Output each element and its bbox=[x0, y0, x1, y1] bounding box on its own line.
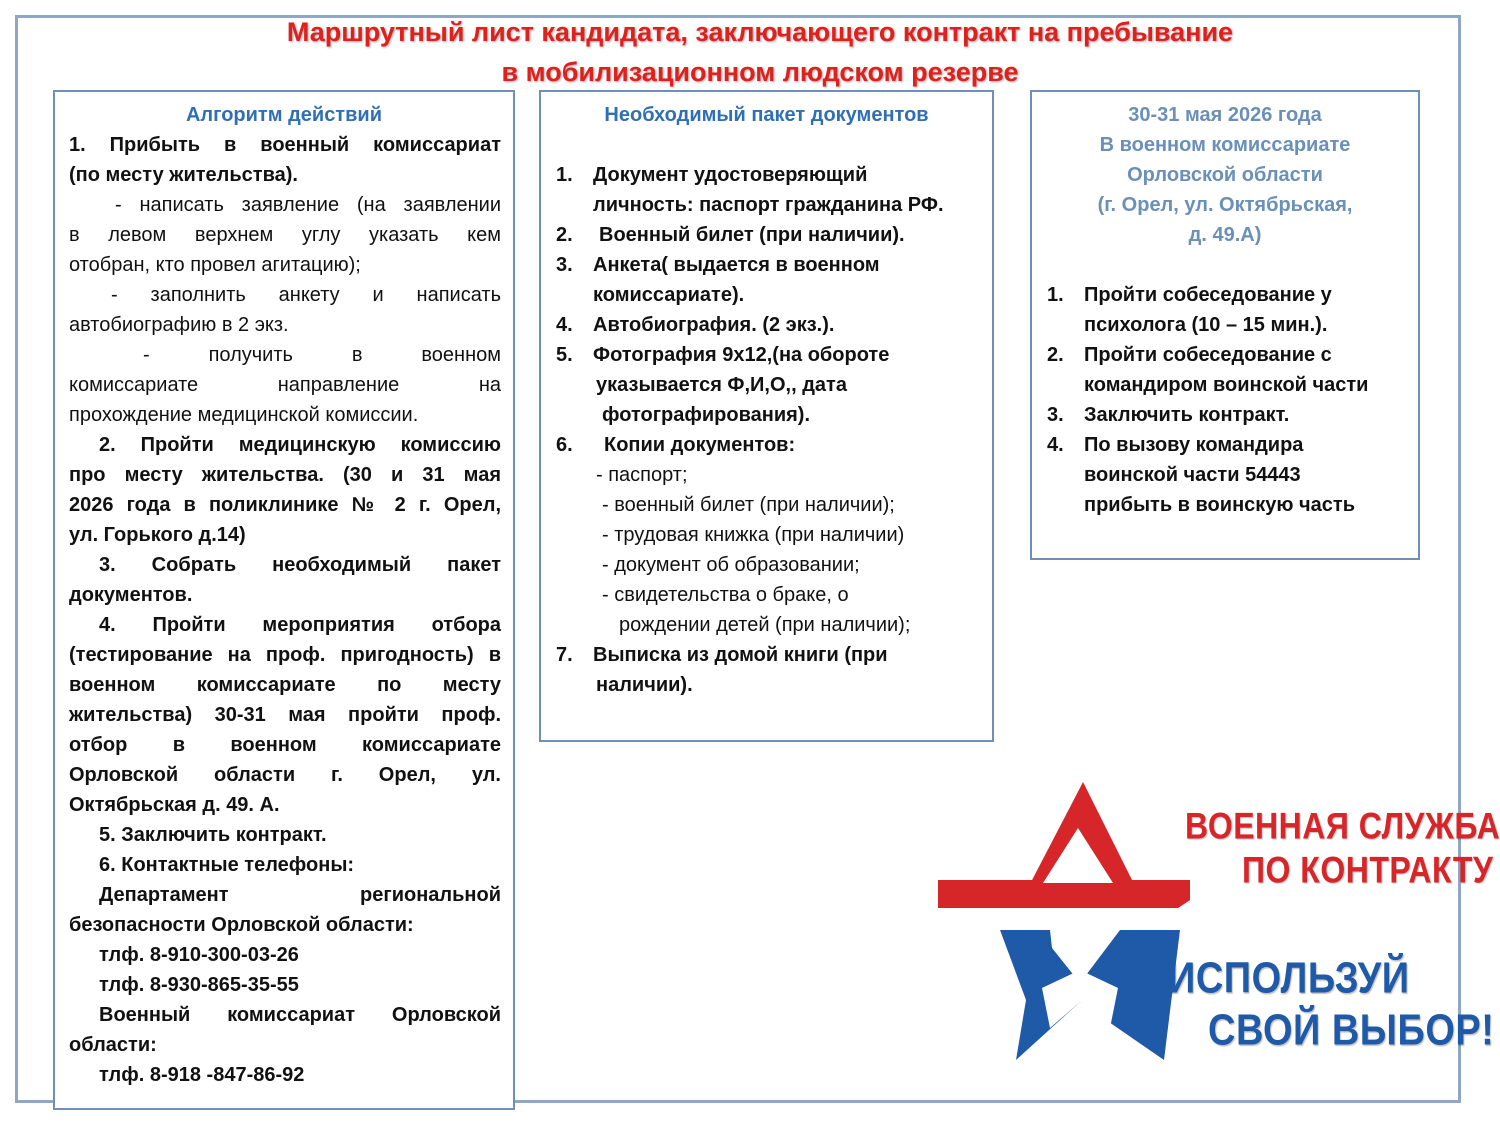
algorithm-line: 4. Пройти мероприятия отбора bbox=[99, 614, 501, 636]
algorithm-line: 2. Пройти медицинскую комиссию bbox=[99, 434, 501, 456]
algorithm-line: документов. bbox=[69, 584, 193, 606]
title-line-2: в мобилизационном людском резерве bbox=[501, 57, 1019, 87]
algorithm-line: 6. Контактные телефоны: bbox=[99, 854, 355, 876]
documents-line: Выписка из домой книги (при bbox=[593, 644, 888, 666]
algorithm-line: отобран, кто провел агитацию); bbox=[69, 254, 361, 276]
algorithm-line: 1. Прибыть в военный комиссариат bbox=[69, 134, 501, 156]
algorithm-line: - заполнить анкету и написать bbox=[111, 284, 501, 306]
documents-line: рождении детей (при наличии); bbox=[619, 614, 911, 636]
documents-line: указывается Ф,И,О,, дата bbox=[596, 374, 847, 396]
algorithm-line: в левом верхнем углу указать кем bbox=[69, 224, 501, 246]
star-logo-icon bbox=[930, 780, 1190, 1070]
list-number: 5. bbox=[556, 344, 573, 366]
logo-text-line1: ВОЕННАЯ СЛУЖБА bbox=[1185, 805, 1500, 847]
documents-line: Военный билет (при наличии). bbox=[599, 224, 905, 246]
list-number: 1. bbox=[556, 164, 573, 186]
documents-line: фотографирования). bbox=[602, 404, 811, 426]
algorithm-line: комиссариате направление на bbox=[69, 374, 501, 396]
list-number: 2. bbox=[1047, 344, 1064, 366]
documents-line: личность: паспорт гражданина РФ. bbox=[593, 194, 944, 216]
page-title bbox=[60, 12, 1460, 92]
algorithm-line: автобиографию в 2 экз. bbox=[69, 314, 289, 336]
documents-line: Документ удостоверяющий bbox=[593, 164, 868, 186]
documents-line: - документ об образовании; bbox=[602, 554, 860, 576]
algorithm-line: 5. Заключить контракт. bbox=[99, 824, 327, 846]
schedule-line: психолога (10 – 15 мин.). bbox=[1084, 314, 1328, 336]
schedule-heading-line: 30-31 мая 2026 года bbox=[1128, 104, 1322, 126]
algorithm-line: - написать заявление (на заявлении bbox=[115, 194, 501, 216]
algorithm-heading: Алгоритм действий bbox=[185, 104, 382, 126]
list-number: 4. bbox=[556, 314, 573, 336]
schedule-line: Заключить контракт. bbox=[1084, 404, 1290, 426]
algorithm-line: области: bbox=[69, 1034, 157, 1056]
logo-text-line2: ПО КОНТРАКТУ bbox=[1242, 849, 1494, 891]
documents-line: Автобиография. (2 экз.). bbox=[593, 314, 835, 336]
logo-text-line4: СВОЙ ВЫБОР! bbox=[1208, 1006, 1495, 1056]
documents-line: - паспорт; bbox=[596, 464, 688, 486]
schedule-heading bbox=[1032, 100, 1418, 250]
schedule-heading-line: (г. Орел, ул. Октябрьская, bbox=[1097, 194, 1353, 216]
algorithm-line: - получить в военном bbox=[143, 344, 501, 366]
list-number: 2. bbox=[556, 224, 573, 246]
algorithm-line: прохождение медицинской комиссии. bbox=[69, 404, 419, 426]
algorithm-line: (тестирование на проф. пригодность) в bbox=[69, 644, 501, 666]
algorithm-line: Октябрьская д. 49. А. bbox=[69, 794, 280, 816]
star-top-red bbox=[938, 782, 1190, 908]
list-number: 7. bbox=[556, 644, 573, 666]
schedule-heading-line: В военном комиссариате bbox=[1099, 134, 1351, 156]
schedule-line: командиром воинской части bbox=[1084, 374, 1369, 396]
documents-line: - военный билет (при наличии); bbox=[602, 494, 895, 516]
list-number: 4. bbox=[1047, 434, 1064, 456]
list-number: 6. bbox=[556, 434, 573, 456]
algorithm-line: отбор в военном комиссариате bbox=[69, 734, 501, 756]
documents-line: - трудовая книжка (при наличии) bbox=[602, 524, 905, 546]
documents-line: Копии документов: bbox=[604, 434, 796, 456]
documents-line: комиссариате). bbox=[593, 284, 745, 306]
algorithm-panel bbox=[53, 90, 515, 1110]
documents-heading: Необходимый пакет документов bbox=[604, 104, 929, 126]
list-number: 3. bbox=[1047, 404, 1064, 426]
schedule-line: По вызову командира bbox=[1084, 434, 1304, 456]
algorithm-line: ул. Горького д.14) bbox=[69, 524, 246, 546]
algorithm-line: про месту жительства. (30 и 31 мая bbox=[69, 464, 501, 486]
title-line-1: Маршрутный лист кандидата, заключающего контракт на пребывание bbox=[286, 17, 1234, 47]
algorithm-line: 2026 года в поликлинике № 2 г. Орел, bbox=[69, 494, 501, 516]
algorithm-line: безопасности Орловской области: bbox=[69, 914, 414, 936]
schedule-line: воинской части 54443 bbox=[1084, 464, 1301, 486]
phone-number: тлф. 8-918 -847-86-92 bbox=[99, 1064, 305, 1086]
algorithm-line: (по месту жительства). bbox=[69, 164, 298, 186]
schedule-line: Пройти собеседование с bbox=[1084, 344, 1332, 366]
logo-text-line3: ИСПОЛЬЗУЙ bbox=[1168, 954, 1410, 1004]
schedule-heading-line: Орловской области bbox=[1127, 164, 1323, 186]
schedule-line: Пройти собеседование у bbox=[1084, 284, 1332, 306]
documents-line: Анкета( выдается в военном bbox=[593, 254, 880, 276]
algorithm-line: военном комиссариате по месту bbox=[69, 674, 501, 696]
algorithm-line: Департамент региональной bbox=[99, 884, 501, 906]
documents-line: - свидетельства о браке, о bbox=[602, 584, 849, 606]
documents-panel bbox=[539, 90, 994, 742]
algorithm-line: Военный комиссариат Орловской bbox=[99, 1004, 501, 1026]
list-number: 3. bbox=[556, 254, 573, 276]
list-number: 1. bbox=[1047, 284, 1064, 306]
schedule-panel bbox=[1030, 90, 1420, 560]
documents-line: Фотография 9х12,(на обороте bbox=[593, 344, 890, 366]
algorithm-line: 3. Собрать необходимый пакет bbox=[99, 554, 501, 576]
phone-number: тлф. 8-930-865-35-55 bbox=[99, 974, 299, 996]
algorithm-line: Орловской области г. Орел, ул. bbox=[69, 764, 501, 786]
documents-line: наличии). bbox=[596, 674, 693, 696]
schedule-line: прибыть в воинскую часть bbox=[1084, 494, 1355, 516]
phone-number: тлф. 8-910-300-03-26 bbox=[99, 944, 299, 966]
algorithm-line: жительства) 30-31 мая пройти проф. bbox=[69, 704, 501, 726]
schedule-heading-line: д. 49.А) bbox=[1188, 224, 1262, 246]
